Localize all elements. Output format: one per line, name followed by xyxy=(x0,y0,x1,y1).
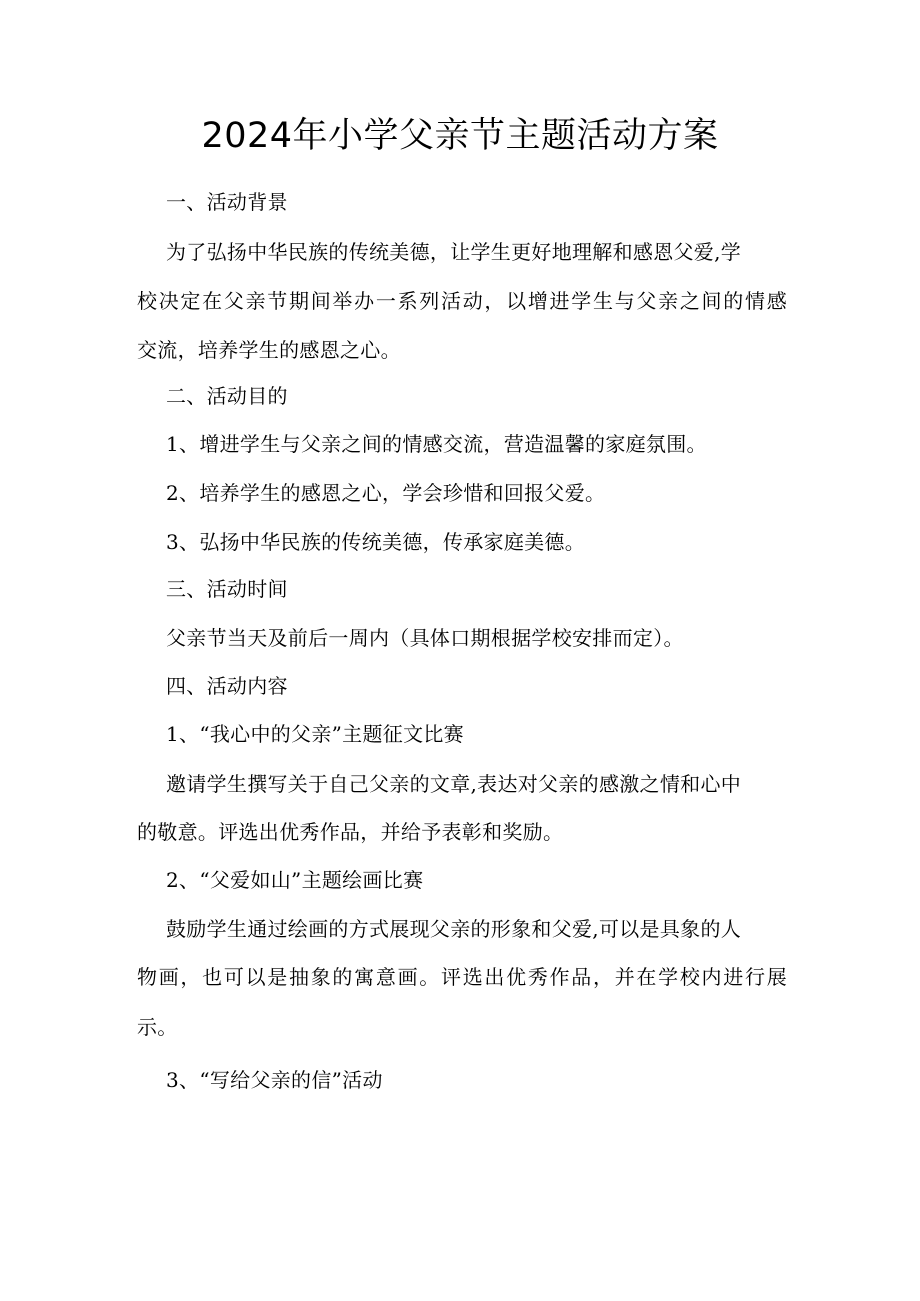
paragraph-line: 鼓励学生通过绘画的方式展现父亲的形象和父爱,可以是具象的人 xyxy=(166,917,742,941)
section-heading-background: 一、活动背景 xyxy=(166,190,288,214)
list-item: 2、培养学生的感恩之心，学会珍惜和回报父爱。 xyxy=(166,481,606,505)
subsection-heading: 1、“我心中的父亲”主题征文比赛 xyxy=(166,722,464,746)
paragraph-line: 为了弘扬中华民族的传统美德，让学生更好地理解和感恩父爱,学 xyxy=(166,240,742,264)
list-item: 1、增进学生与父亲之间的情感交流，营造温馨的家庭氛围。 xyxy=(166,432,707,456)
paragraph-line: 物画，也可以是抽象的寓意画。评选出优秀作品，并在学校内进行展 xyxy=(137,965,787,989)
paragraph-line: 的敬意。评选出优秀作品，并给予表彰和奖励。 xyxy=(137,820,564,844)
document-title: 2024年小学父亲节主题活动方案 xyxy=(201,116,719,156)
list-item: 3、弘扬中华民族的传统美德，传承家庭美德。 xyxy=(166,530,586,554)
paragraph-line: 交流，培养学生的感恩之心。 xyxy=(137,338,401,362)
subsection-heading: 3、“写给父亲的信”活动 xyxy=(166,1068,383,1092)
section-heading-content: 四、活动内容 xyxy=(166,674,288,698)
section-heading-purpose: 二、活动目的 xyxy=(166,384,288,408)
subsection-heading: 2、“父爱如山”主题绘画比赛 xyxy=(166,868,424,892)
paragraph-line: 校决定在父亲节期间举办一系列活动，以增进学生与父亲之间的情感 xyxy=(137,289,787,313)
paragraph-line: 示。 xyxy=(137,1015,178,1039)
paragraph-line: 父亲节当天及前后一周内（具体口期根据学校安排而定）。 xyxy=(166,626,684,650)
section-heading-time: 三、活动时间 xyxy=(166,577,288,601)
paragraph-line: 邀请学生撰写关于自己父亲的文章,表达对父亲的感激之情和心中 xyxy=(166,772,742,796)
